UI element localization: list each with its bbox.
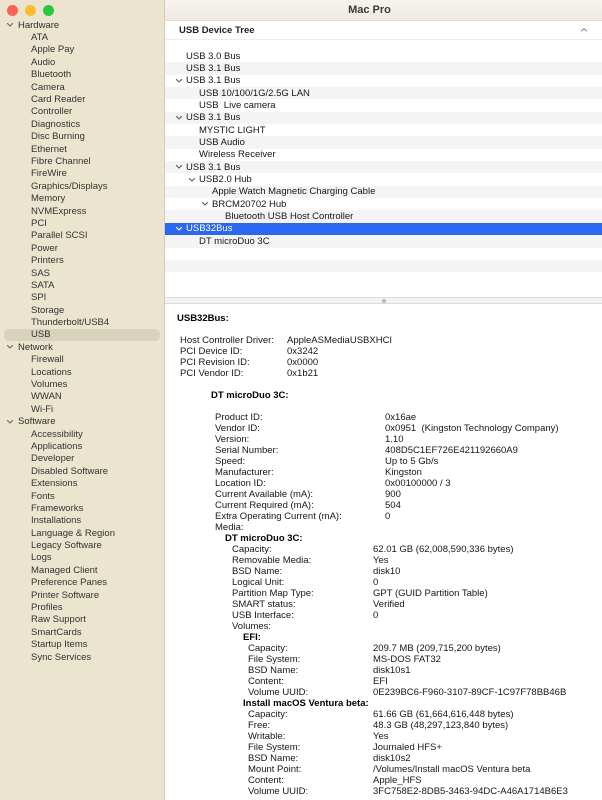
chevron-down-icon (188, 176, 196, 184)
detail-label: Volume UUID: (248, 687, 309, 698)
detail-value: 48.3 GB (48,297,123,840 bytes) (373, 720, 509, 731)
detail-value: 0x3242 (287, 346, 319, 357)
sidebar-item-power[interactable] (0, 242, 164, 254)
sidebar-item-logs[interactable] (0, 552, 164, 564)
detail-label: Volumes: (232, 621, 272, 632)
sidebar-item-legacy-software[interactable] (0, 539, 164, 551)
detail-label: Free: (248, 720, 271, 731)
sidebar-item-label: Logs (31, 552, 52, 564)
sidebar-item-camera[interactable] (0, 81, 164, 93)
detail-label: PCI Device ID: (180, 346, 243, 357)
sidebar-item-thunderbolt-usb4[interactable] (0, 316, 164, 328)
sidebar-item-locations[interactable] (0, 366, 164, 378)
detail-label: File System: (248, 654, 301, 665)
chevron-down-icon (175, 163, 186, 171)
sidebar-item-label: Preference Panes (31, 577, 108, 589)
pane-splitter[interactable] (165, 297, 602, 304)
sidebar-item-label: Printers (31, 255, 64, 267)
detail-label: File System: (248, 742, 301, 753)
detail-value: disk10s1 (373, 665, 411, 676)
detail-blank-line (165, 324, 602, 335)
tree-row-label: BRCM20702 Hub (212, 198, 287, 210)
sidebar-item-extensions[interactable] (0, 477, 164, 489)
sidebar-item-apple-pay[interactable] (0, 44, 164, 56)
detail-value: GPT (GUID Partition Table) (373, 588, 488, 599)
tree-row-label: Wireless Receiver (199, 149, 276, 161)
sidebar-item-card-reader[interactable] (0, 93, 164, 105)
sidebar-item-ata[interactable] (0, 31, 164, 43)
detail-label: PCI Vendor ID: (180, 368, 244, 379)
detail-value: AppleASMediaUSBXHCI (287, 335, 393, 346)
sidebar-item-label: Disc Burning (31, 131, 85, 143)
sidebar-item-label: Storage (31, 304, 65, 316)
sidebar-item-profiles[interactable] (0, 601, 164, 613)
sidebar-item-label: Thunderbolt/USB4 (31, 317, 110, 329)
chevron-down-icon (6, 343, 14, 351)
detail-row (165, 456, 602, 467)
sidebar-item-label: WWAN (31, 391, 62, 403)
chevron-down-icon (175, 77, 186, 85)
sidebar-category-list (0, 17, 164, 663)
detail-row (165, 731, 602, 742)
chevron-down-icon (201, 200, 212, 208)
sidebar-item-label: Parallel SCSI (31, 230, 88, 242)
sidebar-item-label: SAS (31, 267, 51, 279)
sidebar-item-diagnostics[interactable] (0, 118, 164, 130)
detail-label: BSD Name: (232, 566, 283, 577)
chevron-down-icon (175, 114, 186, 122)
sidebar-item-label: Wi-Fi (31, 403, 54, 415)
sidebar-item-disabled-software[interactable] (0, 465, 164, 477)
detail-row (165, 709, 602, 720)
detail-row (165, 467, 602, 478)
splitter-handle-icon (382, 299, 386, 303)
sidebar-item-installations[interactable] (0, 515, 164, 527)
tree-row-usb-10-100-1g-2-5g-lan[interactable] (165, 87, 602, 99)
tree-header-label: USB Device Tree (179, 24, 255, 36)
tree-row-usb-live-camera[interactable] (165, 99, 602, 111)
sidebar-item-wi-fi[interactable] (0, 403, 164, 415)
sidebar-item-label: Frameworks (31, 502, 84, 514)
tree-row-usb-3-1-bus[interactable] (165, 112, 602, 124)
detail-label: Serial Number: (215, 445, 279, 456)
sidebar-item-label: Extensions (31, 478, 78, 490)
tree-row-brcm20702-hub[interactable] (165, 198, 602, 210)
detail-value: /Volumes/Install macOS Ventura beta (373, 764, 531, 775)
window-controls (0, 0, 164, 17)
detail-value: Yes (373, 731, 389, 742)
detail-heading: EFI: (243, 632, 261, 643)
chevron-down-icon (175, 163, 183, 171)
sidebar-group-label: Hardware (18, 19, 60, 31)
tree-row-label: USB Live camera (199, 100, 276, 112)
detail-row (165, 665, 602, 676)
detail-value: 62.01 GB (62,008,590,336 bytes) (373, 544, 514, 555)
minimize-window-button[interactable] (25, 5, 36, 16)
sidebar-item-label: Startup Items (31, 639, 88, 651)
sidebar-item-sata[interactable] (0, 279, 164, 291)
sidebar-item-label: Fonts (31, 490, 55, 502)
detail-heading: DT microDuo 3C: (211, 390, 289, 401)
content-pane (165, 0, 602, 800)
detail-row (165, 511, 602, 522)
sidebar-item-label: Ethernet (31, 143, 67, 155)
detail-value: 0x16ae (385, 412, 417, 423)
tree-row-usb-3-1-bus[interactable] (165, 75, 602, 87)
detail-label: Vendor ID: (215, 423, 260, 434)
detail-label: Content: (248, 676, 284, 687)
sidebar-item-fonts[interactable] (0, 490, 164, 502)
sidebar-item-parallel-scsi[interactable] (0, 230, 164, 242)
sidebar-item-label: Locations (31, 366, 72, 378)
detail-blank-line (165, 401, 602, 412)
detail-value: 504 (385, 500, 401, 511)
detail-label: BSD Name: (248, 665, 299, 676)
chevron-down-icon (175, 114, 183, 122)
detail-value: 3FC758E2-8DB5-3463-94DC-A46A1714B6E3 (373, 786, 568, 797)
tree-row-label: MYSTIC LIGHT (199, 124, 266, 136)
detail-value: 0x0000 (287, 357, 319, 368)
sidebar-item-label: Fibre Channel (31, 155, 91, 167)
detail-row (165, 621, 602, 632)
detail-value: 1.10 (385, 434, 404, 445)
detail-row (165, 445, 602, 456)
collapse-section-chevron-up-icon[interactable] (580, 26, 588, 34)
sidebar-item-disc-burning[interactable] (0, 131, 164, 143)
sidebar-item-wwan[interactable] (0, 391, 164, 403)
detail-label: Host Controller Driver: (180, 335, 274, 346)
sidebar-item-label: Apple Pay (31, 44, 75, 56)
sidebar-item-raw-support[interactable] (0, 614, 164, 626)
detail-blank-line (165, 379, 602, 390)
detail-row (165, 544, 602, 555)
sidebar-item-bluetooth[interactable] (0, 69, 164, 81)
tree-row-label: USB2.0 Hub (199, 174, 252, 186)
tree-row-bluetooth-usb-host-controller[interactable] (165, 210, 602, 222)
detail-value: Yes (373, 555, 389, 566)
detail-label: Content: (248, 775, 284, 786)
sidebar-item-label: Profiles (31, 602, 63, 614)
sidebar-item-label: NVMExpress (31, 205, 87, 217)
chevron-down-icon (6, 418, 18, 426)
detail-label: Partition Map Type: (232, 588, 314, 599)
sidebar (0, 0, 165, 800)
detail-value: MS-DOS FAT32 (373, 654, 441, 665)
sidebar-item-firewire[interactable] (0, 168, 164, 180)
tree-row-empty[interactable] (165, 248, 602, 260)
detail-row (165, 368, 602, 379)
tree-row-label: USB 3.1 Bus (186, 161, 241, 173)
tree-row-usb2-0-hub[interactable] (165, 173, 602, 185)
detail-row (165, 555, 602, 566)
detail-row (165, 742, 602, 753)
detail-row (165, 346, 602, 357)
detail-label: Removable Media: (232, 555, 312, 566)
usb-device-tree (165, 40, 602, 297)
detail-value: 408D5C1EF726E421192660A9 (385, 445, 518, 456)
detail-row (165, 676, 602, 687)
close-window-button[interactable] (7, 5, 18, 16)
tree-row-wireless-receiver[interactable] (165, 149, 602, 161)
detail-value: EFI (373, 676, 388, 687)
detail-row (165, 720, 602, 731)
sidebar-item-label: Accessibility (31, 428, 83, 440)
sidebar-item-label: Printer Software (31, 589, 100, 601)
tree-row-usb-3-1-bus[interactable] (165, 161, 602, 173)
sidebar-item-label: Firewall (31, 354, 64, 366)
detail-label: Extra Operating Current (mA): (215, 511, 342, 522)
detail-value: 0 (373, 610, 379, 621)
detail-label: Capacity: (248, 709, 288, 720)
detail-value: Verified (373, 599, 405, 610)
detail-row (165, 610, 602, 621)
chevron-down-icon (175, 225, 183, 233)
detail-label: Logical Unit: (232, 577, 285, 588)
sidebar-item-label: Raw Support (31, 614, 86, 626)
detail-label: USB Interface: (232, 610, 294, 621)
sidebar-item-nvmexpress[interactable] (0, 205, 164, 217)
detail-label: Manufacturer: (215, 467, 274, 478)
detail-row (165, 423, 602, 434)
sidebar-item-fibre-channel[interactable] (0, 155, 164, 167)
sidebar-item-printers[interactable] (0, 254, 164, 266)
detail-row (165, 357, 602, 368)
sidebar-item-label: FireWire (31, 168, 67, 180)
detail-value: 0x00100000 / 3 (385, 478, 451, 489)
sidebar-item-volumes[interactable] (0, 378, 164, 390)
sidebar-item-applications[interactable] (0, 440, 164, 452)
detail-row (165, 566, 602, 577)
sidebar-item-label: ATA (31, 32, 49, 44)
detail-row (165, 434, 602, 445)
detail-row (165, 489, 602, 500)
sidebar-group-network[interactable] (0, 341, 164, 353)
detail-label: Capacity: (248, 643, 288, 654)
chevron-down-icon (6, 21, 18, 29)
detail-value: 0x1b21 (287, 368, 319, 379)
detail-row (165, 654, 602, 665)
tree-row-usb-3-0-bus[interactable] (165, 50, 602, 62)
sidebar-item-memory[interactable] (0, 192, 164, 204)
sidebar-item-pci[interactable] (0, 217, 164, 229)
chevron-down-icon (6, 418, 14, 426)
detail-value: 0 (373, 577, 379, 588)
chevron-down-icon (201, 200, 209, 208)
sidebar-item-language-region[interactable] (0, 527, 164, 539)
detail-label: Media: (215, 522, 244, 533)
sidebar-item-label: SmartCards (31, 626, 82, 638)
detail-row (165, 764, 602, 775)
sidebar-item-smartcards[interactable] (0, 626, 164, 638)
sidebar-item-ethernet[interactable] (0, 143, 164, 155)
detail-value: 0E239BC6-F960-3107-89CF-1C97F78BB46B (373, 687, 567, 698)
sidebar-item-storage[interactable] (0, 304, 164, 316)
sidebar-item-label: Sync Services (31, 651, 92, 663)
tree-row-label: USB 3.1 Bus (186, 75, 241, 87)
detail-label: Mount Point: (248, 764, 302, 775)
sidebar-item-label: USB (31, 329, 51, 341)
sidebar-item-label: Controller (31, 106, 73, 118)
detail-label: Product ID: (215, 412, 263, 423)
detail-row (165, 599, 602, 610)
usb-device-tree-header (165, 21, 602, 40)
detail-heading: Install macOS Ventura beta: (243, 698, 369, 709)
sidebar-item-managed-client[interactable] (0, 564, 164, 576)
zoom-window-button[interactable] (43, 5, 54, 16)
detail-row (165, 643, 602, 654)
detail-row (165, 775, 602, 786)
chevron-down-icon (175, 77, 183, 85)
sidebar-item-spi[interactable] (0, 292, 164, 304)
detail-row (165, 786, 602, 797)
tree-row-usb-3-1-bus[interactable] (165, 62, 602, 74)
sidebar-item-sas[interactable] (0, 267, 164, 279)
tree-row-label: DT microDuo 3C (199, 235, 270, 247)
detail-row (165, 412, 602, 423)
tree-row-label: USB 3.1 Bus (186, 112, 241, 124)
detail-label: Current Required (mA): (215, 500, 314, 511)
sidebar-item-label: PCI (31, 217, 47, 229)
tree-row-empty[interactable] (165, 260, 602, 272)
detail-row (165, 500, 602, 511)
sidebar-group-label: Network (18, 341, 53, 353)
detail-heading: DT microDuo 3C: (225, 533, 303, 544)
sidebar-item-preference-panes[interactable] (0, 577, 164, 589)
detail-row (165, 522, 602, 533)
detail-value: 0 (385, 511, 391, 522)
detail-value: 0x0951 (Kingston Technology Company) (385, 423, 559, 434)
sidebar-group-label: Software (18, 416, 56, 428)
tree-row-mystic-light[interactable] (165, 124, 602, 136)
detail-label: BSD Name: (248, 753, 299, 764)
tree-row-usb32bus[interactable] (165, 223, 602, 235)
detail-row (165, 753, 602, 764)
sidebar-item-audio[interactable] (0, 56, 164, 68)
detail-label: Version: (215, 434, 250, 445)
sidebar-item-startup-items[interactable] (0, 639, 164, 651)
sidebar-item-usb[interactable] (4, 329, 160, 341)
detail-value: disk10s2 (373, 753, 411, 764)
tree-row-label: USB 10/100/1G/2.5G LAN (199, 87, 310, 99)
sidebar-item-label: Diagnostics (31, 118, 81, 130)
sidebar-item-label: Card Reader (31, 94, 86, 106)
detail-label: Writable: (248, 731, 286, 742)
tree-row-label: USB 3.1 Bus (186, 63, 241, 75)
sidebar-item-label: SPI (31, 292, 47, 304)
sidebar-item-label: Power (31, 242, 58, 254)
detail-label: Capacity: (232, 544, 272, 555)
sidebar-item-accessibility[interactable] (0, 428, 164, 440)
detail-label: Volume UUID: (248, 786, 309, 797)
window-title: Mac Pro (348, 4, 391, 16)
sidebar-item-sync-services[interactable] (0, 651, 164, 663)
sidebar-item-label: Language & Region (31, 527, 115, 539)
sidebar-item-label: Legacy Software (31, 540, 102, 552)
detail-heading: USB32Bus: (177, 313, 229, 324)
sidebar-item-controller[interactable] (0, 106, 164, 118)
title-bar (165, 0, 602, 21)
tree-row-apple-watch-magnetic-charging-cable[interactable] (165, 186, 602, 198)
sidebar-item-printer-software[interactable] (0, 589, 164, 601)
detail-value: 61.66 GB (61,664,616,448 bytes) (373, 709, 514, 720)
tree-row-label: Bluetooth USB Host Controller (225, 211, 354, 223)
chevron-down-icon (175, 225, 186, 233)
sidebar-item-label: SATA (31, 279, 55, 291)
detail-value: disk10 (373, 566, 401, 577)
sidebar-item-developer[interactable] (0, 453, 164, 465)
tree-row-label: USB 3.0 Bus (186, 50, 241, 62)
sidebar-item-frameworks[interactable] (0, 502, 164, 514)
detail-value: Up to 5 Gb/s (385, 456, 439, 467)
detail-value: Apple_HFS (373, 775, 422, 786)
detail-value: Kingston (385, 467, 422, 478)
sidebar-item-graphics-displays[interactable] (0, 180, 164, 192)
sidebar-item-label: Memory (31, 193, 66, 205)
sidebar-item-label: Bluetooth (31, 69, 72, 81)
detail-row (165, 588, 602, 599)
tree-row-label: USB Audio (199, 137, 245, 149)
tree-row-label: USB32Bus (186, 223, 233, 235)
sidebar-item-label: Graphics/Displays (31, 180, 108, 192)
detail-label: Location ID: (215, 478, 266, 489)
detail-label: Current Available (mA): (215, 489, 314, 500)
detail-label: Speed: (215, 456, 246, 467)
sidebar-item-label: Audio (31, 56, 56, 68)
sidebar-item-label: Installations (31, 515, 82, 527)
tree-row-usb-audio[interactable] (165, 136, 602, 148)
sidebar-item-label: Applications (31, 440, 83, 452)
detail-row (165, 335, 602, 346)
chevron-down-icon (6, 21, 14, 29)
detail-value: Journaled HFS+ (373, 742, 442, 753)
sidebar-item-label: Volumes (31, 379, 68, 391)
sidebar-group-software[interactable] (0, 416, 164, 428)
detail-row (165, 577, 602, 588)
sidebar-group-hardware[interactable] (0, 19, 164, 31)
detail-value: 209.7 MB (209,715,200 bytes) (373, 643, 501, 654)
sidebar-item-label: Developer (31, 453, 75, 465)
sidebar-item-firewall[interactable] (0, 354, 164, 366)
detail-row (165, 478, 602, 489)
detail-value: 900 (385, 489, 401, 500)
chevron-down-icon (6, 343, 18, 351)
sidebar-item-label: Disabled Software (31, 465, 109, 477)
detail-label: SMART status: (232, 599, 296, 610)
sidebar-item-label: Managed Client (31, 564, 98, 576)
detail-row (165, 687, 602, 698)
detail-label: PCI Revision ID: (180, 357, 250, 368)
tree-row-label: Apple Watch Magnetic Charging Cable (212, 186, 376, 198)
tree-row-dt-microduo-3c[interactable] (165, 235, 602, 247)
chevron-down-icon (188, 176, 199, 184)
sidebar-item-label: Camera (31, 81, 65, 93)
device-details-pane (165, 304, 602, 800)
